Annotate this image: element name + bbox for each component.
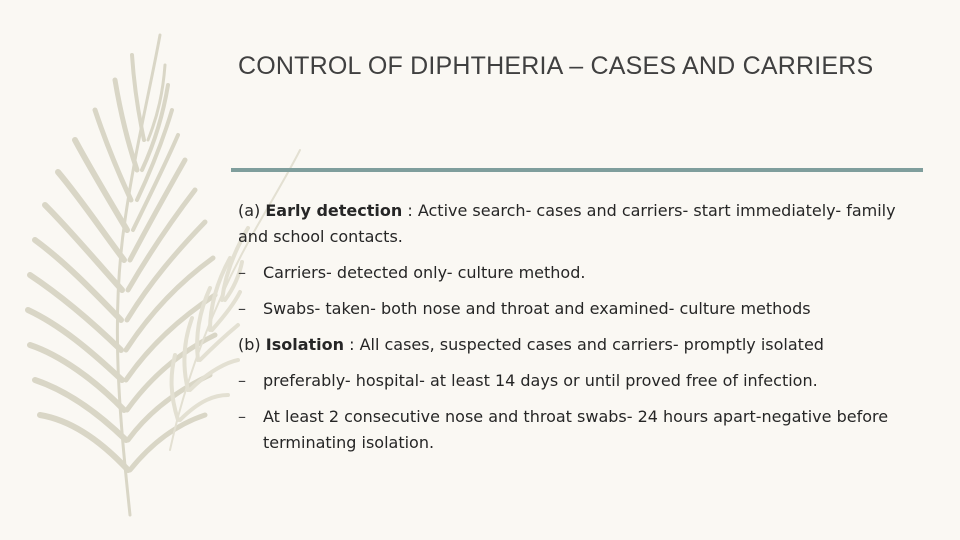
dash-bullet-icon: – <box>238 371 246 390</box>
bullet-text: preferably- hospital- at least 14 days or until proved free of infection. <box>263 371 818 390</box>
section-early-detection <box>238 198 918 250</box>
section-label-prefix: (b) <box>238 335 266 354</box>
title-divider <box>231 168 923 172</box>
bullet-text: Swabs- taken- both nose and throat and examined- culture methods <box>263 299 811 318</box>
section-label-prefix: (a) <box>238 201 266 220</box>
section-isolation <box>238 332 918 358</box>
bullet-item <box>238 260 918 286</box>
slide-title: CONTROL OF DIPHTHERIA – CASES AND CARRIERS <box>238 52 874 80</box>
dash-bullet-icon: – <box>238 263 246 282</box>
bullet-text: Carriers- detected only- culture method. <box>263 263 586 282</box>
section-label: Isolation <box>265 335 344 354</box>
dash-bullet-icon: – <box>238 407 246 426</box>
section-text: : Active search- cases and carriers- start immediately- family and school contacts. <box>238 201 896 246</box>
bullet-text: At least 2 consecutive nose and throat swabs- 24 hours apart-negative before terminating isolation. <box>263 407 889 452</box>
bullet-item <box>238 296 918 322</box>
bullet-item <box>238 368 918 394</box>
dash-bullet-icon: – <box>238 299 246 318</box>
section-label: Early detection <box>265 201 403 220</box>
bullet-item <box>238 404 918 456</box>
slide-body <box>238 198 918 466</box>
section-text: : All cases, suspected cases and carriers- promptly isolated <box>344 335 824 354</box>
